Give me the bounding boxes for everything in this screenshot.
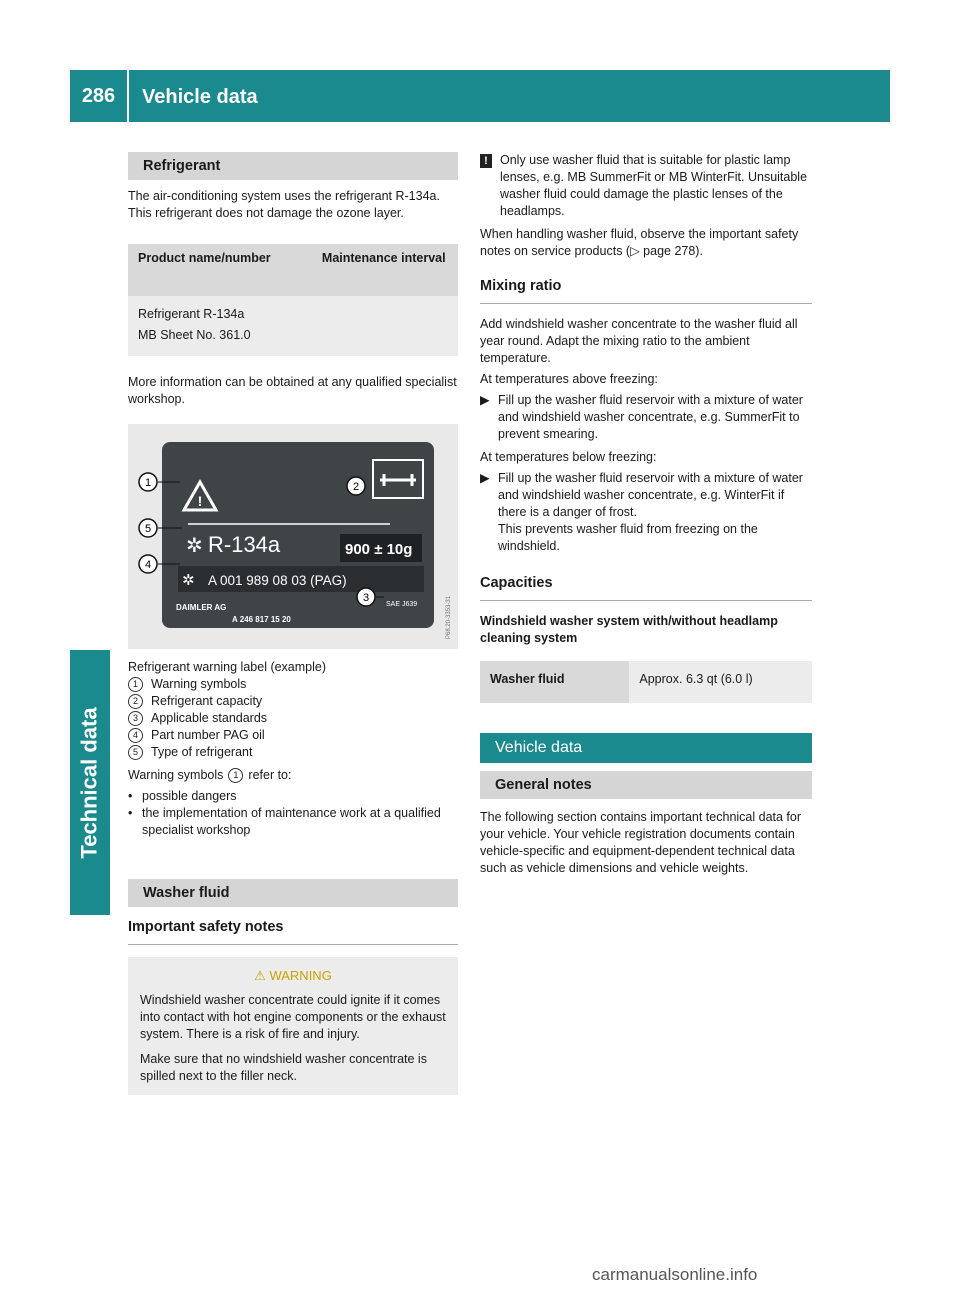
- warning-triangle-mark: !: [197, 493, 203, 509]
- refrigerant-label-graphic: [128, 424, 458, 649]
- bullet-text: the implementation of maintenance work at a qualified specialist workshop: [142, 806, 441, 837]
- left-column: [128, 152, 458, 1095]
- side-tab-label: Technical data: [77, 706, 103, 859]
- bullet-dot-icon: •: [128, 806, 133, 820]
- list-item: [128, 693, 458, 710]
- side-tab-label-wrap: [70, 650, 110, 915]
- page-number: 286: [81, 84, 116, 107]
- legend-marker: 4: [128, 728, 143, 743]
- general-notes-heading: General notes: [480, 771, 812, 799]
- mixing-text: Add windshield washer concentrate to the washer fluid all year round. Adapt the mixing ratio to the ambient temperature.: [480, 317, 798, 365]
- callout-number-2: 2: [352, 481, 360, 493]
- header-divider: [127, 70, 129, 122]
- legend-marker: 5: [128, 745, 143, 760]
- warning-header: [140, 967, 446, 984]
- below-freezing-result: This prevents washer fluid from freezing on the windshield.: [498, 522, 758, 553]
- right-column: [480, 152, 812, 877]
- general-notes-text: The following section contains important technical data for your vehicle. Your vehicle registration documents contain vehicle-specific and equipment-dependent technical data such as vehicle dimensions and vehicle weights.: [480, 810, 802, 875]
- step-item: [480, 470, 812, 555]
- warning-symbols-line: [128, 767, 458, 784]
- table-cell-interval: [310, 296, 459, 356]
- label-refrigerant-text: R-134a: [208, 532, 281, 557]
- step-item: [480, 392, 812, 443]
- table-row: [480, 661, 812, 703]
- caution-text: Only use washer fluid that is suitable for plastic lamp lenses, e.g. MB SummerFit or MB WinterFit. Unsuitable washer fluid could damage the plastic lenses of the headlamps.: [500, 153, 808, 218]
- washer-fluid-heading: Washer fluid: [128, 879, 458, 907]
- refrigerant-heading: Refrigerant: [128, 152, 458, 180]
- warning-symbols-prefix: Warning symbols: [128, 768, 224, 782]
- capacities-heading: Capacities: [480, 575, 812, 601]
- list-item: [128, 676, 458, 693]
- list-item: [128, 788, 458, 805]
- capacity-label: Washer fluid: [480, 661, 629, 703]
- list-item: [128, 710, 458, 727]
- page-title: Vehicle data: [142, 86, 258, 108]
- table-header-product: Product name/number: [128, 244, 310, 296]
- legend-text: Refrigerant capacity: [151, 694, 263, 708]
- watermark: carmanualsonline.info: [592, 1265, 758, 1284]
- table-cell-product: [128, 296, 310, 356]
- mixing-ratio-heading: Mixing ratio: [480, 278, 812, 304]
- list-item: [128, 744, 458, 761]
- legend-text: Applicable standards: [151, 711, 268, 725]
- below-step-wrap: [498, 470, 812, 555]
- vehicle-data-heading: Vehicle data: [480, 733, 812, 763]
- list-item: [128, 805, 458, 839]
- table-row: [128, 296, 458, 356]
- legend-marker: 3: [128, 711, 143, 726]
- callout-number-5: 5: [144, 523, 152, 535]
- label-maker: DAIMLER AG: [176, 603, 227, 612]
- warning-symbols-marker: 1: [228, 768, 243, 783]
- warning-symbols-suffix: refer to:: [248, 768, 292, 782]
- warning-box: [128, 957, 458, 1095]
- oil-can-icon: ✲: [182, 571, 195, 589]
- label-standard: SAE J639: [386, 601, 418, 608]
- warning-triangle-icon: ⚠: [254, 968, 266, 983]
- table-header-interval: Maintenance interval: [310, 244, 459, 296]
- more-info-text: More information can be obtained at any qualified specialist workshop.: [128, 375, 457, 406]
- step-arrow-icon: ▶: [480, 471, 490, 485]
- bullet-dot-icon: •: [128, 789, 133, 803]
- legend-list: [128, 676, 458, 761]
- list-item: [128, 727, 458, 744]
- legend-text: Warning symbols: [151, 677, 247, 691]
- label-part-number: A 001 989 08 03 (PAG): [208, 573, 347, 588]
- label-capacity-text: 900 ± 10g: [345, 541, 413, 558]
- caution-icon: !: [480, 154, 492, 168]
- callout-number-3: 3: [362, 592, 370, 604]
- label-part-ref: A 246 817 15 20: [232, 615, 291, 624]
- above-freezing-label: At temperatures above freezing:: [480, 372, 658, 386]
- below-freezing-label: At temperatures below freezing:: [480, 450, 657, 464]
- warning-label: WARNING: [269, 968, 332, 983]
- label-image: [128, 424, 458, 649]
- capacity-table: [480, 661, 812, 703]
- legend-text: Type of refrigerant: [151, 745, 253, 759]
- warning-action: Make sure that no windshield washer concentrate is spilled next to the filler neck.: [140, 1052, 427, 1083]
- gear-icon: ✲: [186, 533, 203, 557]
- product-name: Refrigerant R-134a: [138, 307, 245, 321]
- product-sheet: MB Sheet No. 361.0: [138, 328, 251, 342]
- legend-text: Part number PAG oil: [151, 728, 265, 742]
- legend-marker: 1: [128, 677, 143, 692]
- table-header-row: [128, 244, 458, 296]
- capacity-value: Approx. 6.3 qt (6.0 l): [629, 661, 812, 703]
- label-caption: Refrigerant warning label (example): [128, 660, 327, 674]
- below-freezing-step: Fill up the washer fluid reservoir with a mixture of water and windshield washer concentrate, e.g. WinterFit if there is a danger of frost.: [498, 471, 803, 519]
- label-side-code: P68.20-3353-31: [446, 595, 452, 639]
- step-arrow-icon: ▶: [480, 393, 490, 407]
- safety-notes-heading: Important safety notes: [128, 919, 458, 945]
- handling-text: When handling washer fluid, observe the important safety notes on service products (▷ page 278).: [480, 227, 799, 258]
- legend-marker: 2: [128, 694, 143, 709]
- callout-number-4: 4: [144, 559, 152, 571]
- washer-system-heading: Windshield washer system with/without headlamp cleaning system: [480, 614, 778, 645]
- above-freezing-step: Fill up the washer fluid reservoir with a mixture of water and windshield washer concentrate, e.g. SummerFit to prevent smearing.: [498, 393, 803, 441]
- bullet-list: [128, 788, 458, 839]
- refrigerant-table: [128, 244, 458, 356]
- callout-number-1: 1: [144, 477, 152, 489]
- refrigerant-text: The air-conditioning system uses the refrigerant R-134a. This refrigerant does not damage the ozone layer.: [128, 189, 440, 220]
- warning-text: Windshield washer concentrate could ignite if it comes into contact with hot engine components or the exhaust system. There is a risk of fire and injury.: [140, 993, 446, 1041]
- caution-note: [480, 152, 812, 220]
- bullet-text: possible dangers: [142, 789, 237, 803]
